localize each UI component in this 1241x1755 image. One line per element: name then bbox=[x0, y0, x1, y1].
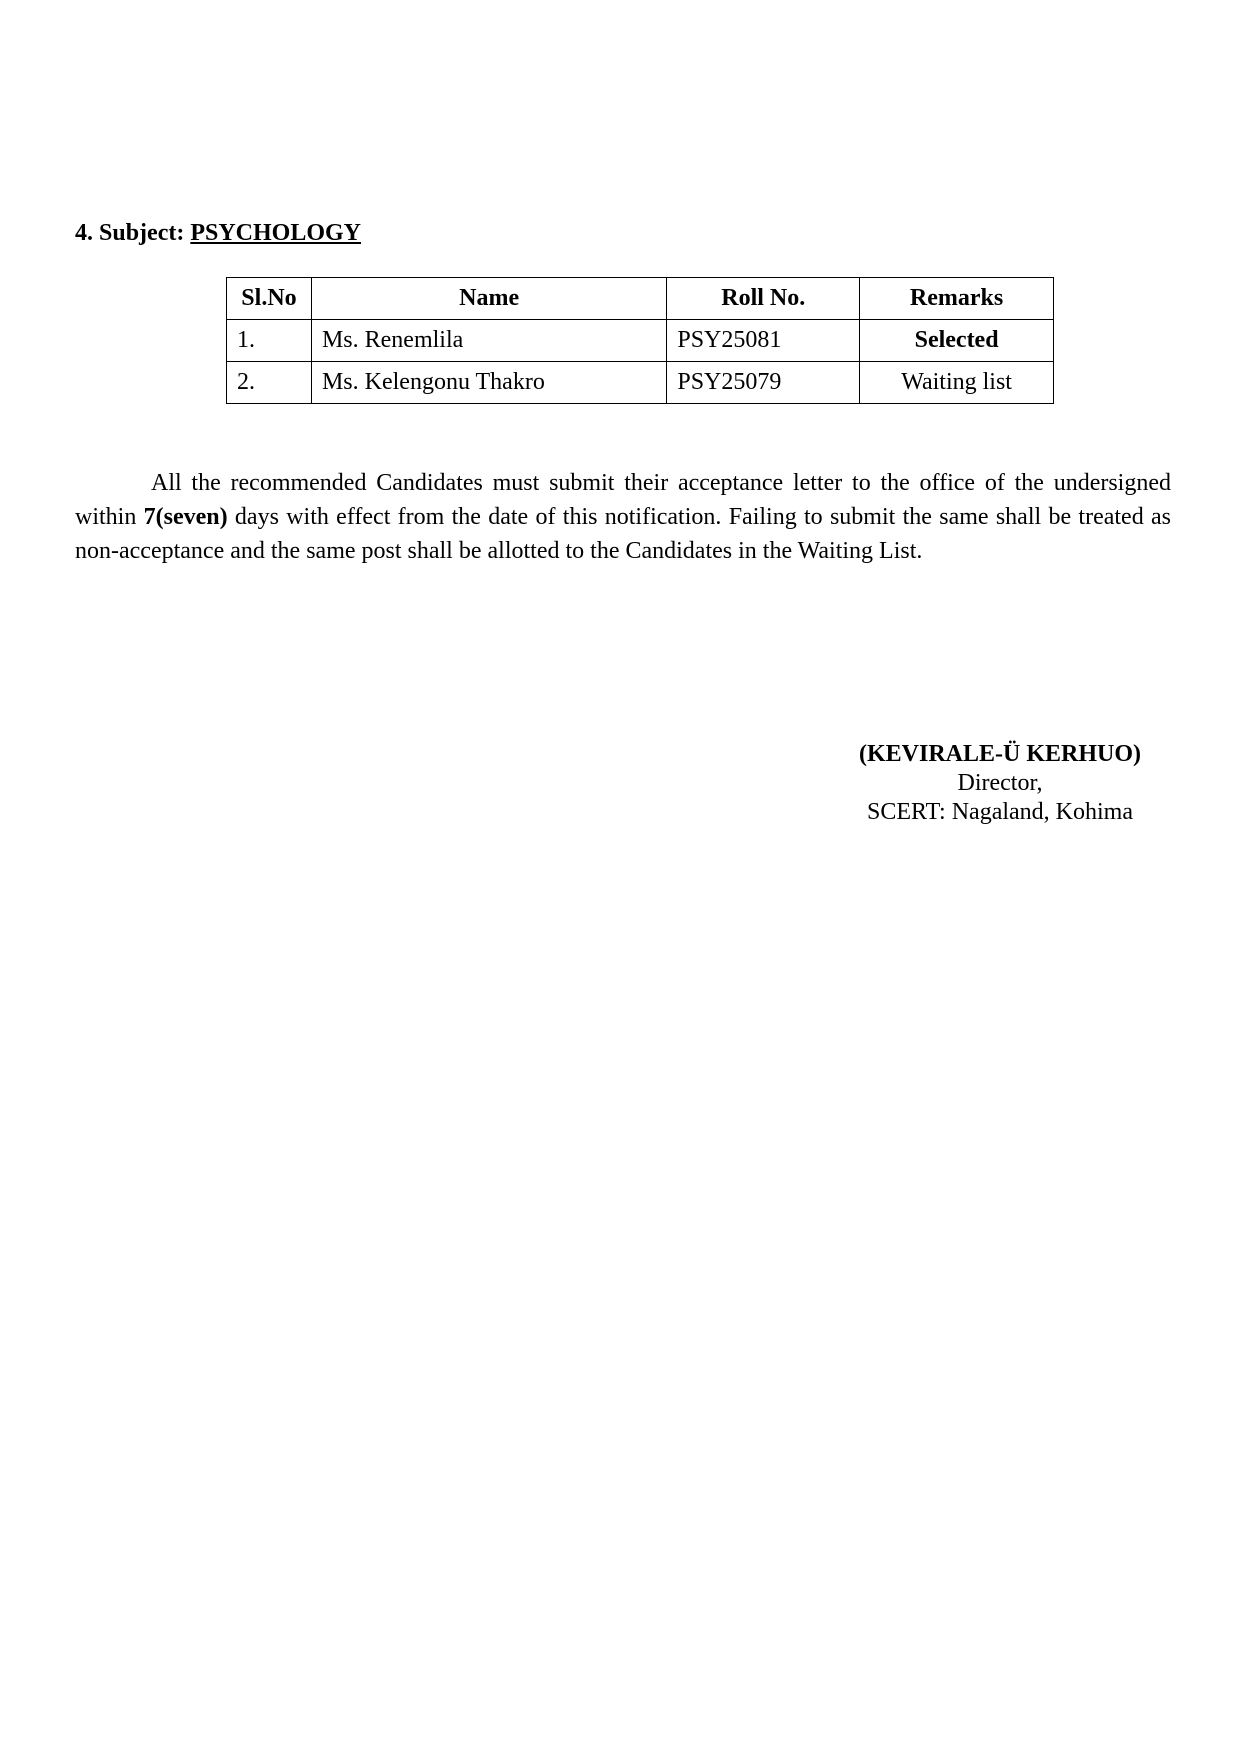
signatory-office: SCERT: Nagaland, Kohima bbox=[867, 799, 1133, 825]
cell-sl-no: 1. bbox=[227, 320, 312, 362]
cell-sl-no: 2. bbox=[227, 362, 312, 404]
signatory-name: (KEVIRALE-Ü KERHUO) bbox=[858, 741, 1141, 767]
cell-name: Ms. Kelengonu Thakro bbox=[311, 362, 666, 404]
header-name: Name bbox=[311, 278, 666, 320]
notice-deadline: 7(seven) bbox=[143, 504, 228, 530]
cell-name: Ms. Renemlila bbox=[311, 320, 666, 362]
header-roll-no: Roll No. bbox=[667, 278, 860, 320]
acceptance-notice bbox=[75, 466, 1171, 568]
cell-roll-no: PSY25081 bbox=[667, 320, 860, 362]
cell-remarks: Selected bbox=[860, 320, 1054, 362]
notice-text-part2: days with effect from the date of this notification. Failing to submit the same shall be treated as non-acceptance and the same post shall be allotted to the Candidates in the Waiting List. bbox=[75, 504, 1171, 564]
subject-name: PSYCHOLOGY bbox=[190, 220, 362, 246]
subject-heading-prefix: 4. Subject: bbox=[75, 220, 191, 246]
notice-text-part1: All the recommended Candidates must submit their acceptance letter to the office of the undersigned within bbox=[75, 470, 1171, 530]
subject-heading bbox=[75, 218, 361, 248]
header-sl-no: Sl.No bbox=[227, 278, 312, 320]
cell-roll-no: PSY25079 bbox=[667, 362, 860, 404]
signatory-designation: Director, bbox=[957, 770, 1043, 796]
table-row bbox=[227, 362, 1054, 404]
table-row bbox=[227, 320, 1054, 362]
signature-block bbox=[820, 740, 1180, 827]
table-header-row bbox=[227, 278, 1054, 320]
cell-remarks: Waiting list bbox=[860, 362, 1054, 404]
header-remarks: Remarks bbox=[860, 278, 1054, 320]
candidates-table bbox=[226, 277, 1054, 404]
